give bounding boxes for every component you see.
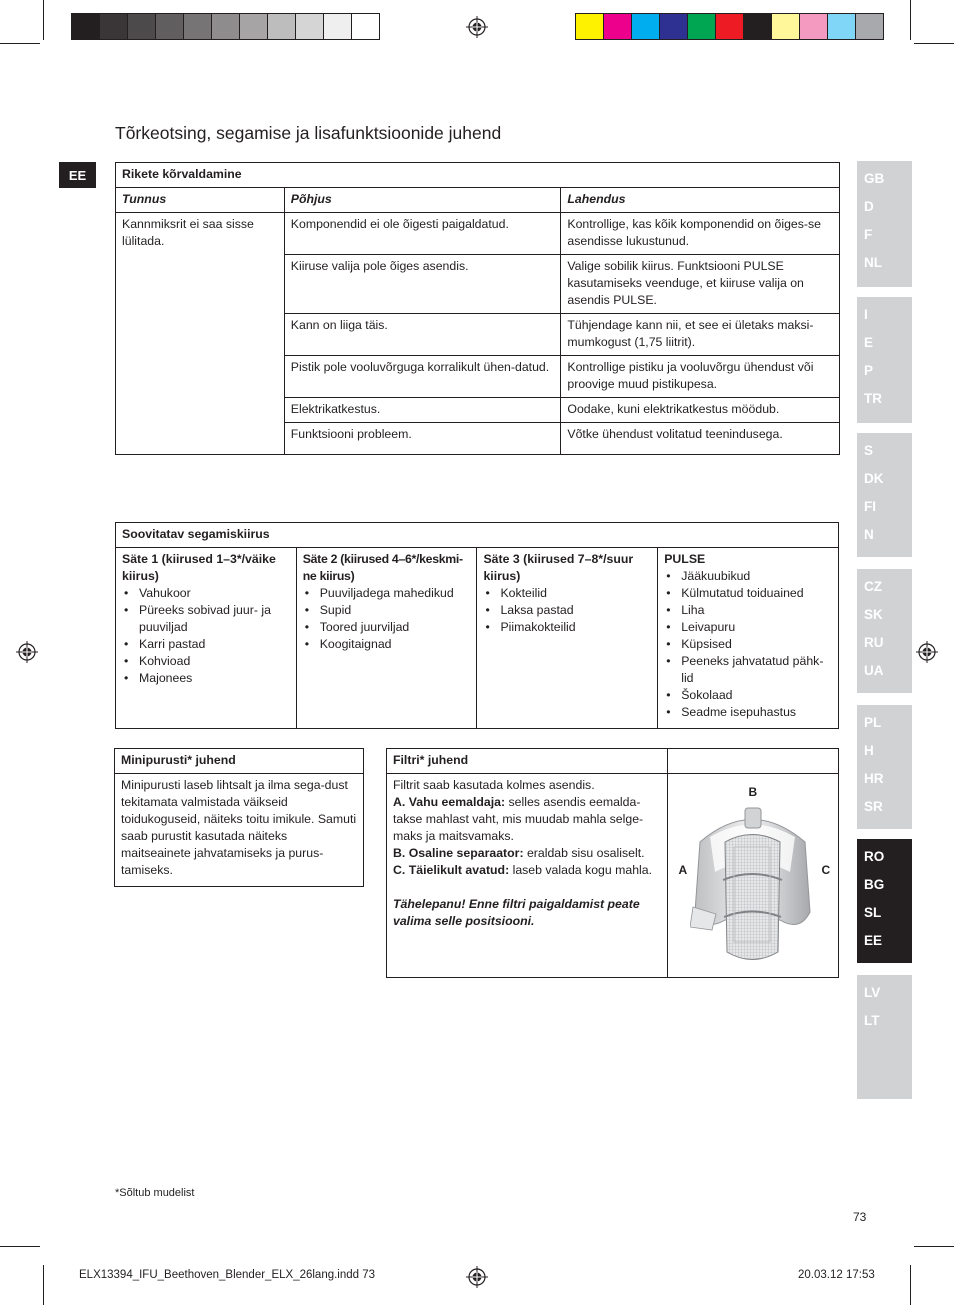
color-swatch [799, 13, 828, 40]
filter-diagram-icon [690, 802, 815, 974]
speed-column-pulse [658, 548, 839, 729]
crop-mark [0, 1246, 40, 1247]
language-tab-pl[interactable]: PL [864, 715, 882, 730]
color-swatch [855, 13, 884, 40]
language-tab-group [857, 839, 912, 963]
language-tab-fi[interactable]: FI [864, 499, 876, 514]
language-tab-lv[interactable]: LV [864, 985, 881, 1000]
color-swatch [771, 13, 800, 40]
solution-cell: Kontrollige pistiku ja vooluvõrgu ühendust või proovige muud pistikupesa. [561, 356, 840, 398]
speed-list-item: • Kokteilid [483, 585, 651, 602]
speed-list-item: • Piimakokteilid [483, 619, 651, 636]
column-header-cause: Põhjus [284, 188, 561, 213]
language-tab-sr[interactable]: SR [864, 799, 883, 814]
language-tab-f[interactable]: F [864, 227, 873, 242]
language-tab-p[interactable]: P [864, 363, 874, 378]
column-header-solution: Lahendus [561, 188, 840, 213]
color-swatch [295, 13, 324, 40]
speed-list [483, 585, 651, 636]
troubleshooting-title: Rikete kõrvaldamine [116, 163, 840, 188]
filter-intro: Filtrit saab kasutada kolmes asendis. [393, 778, 595, 792]
language-tab-ua[interactable]: UA [864, 663, 884, 678]
column-header-symptom: Tunnus [116, 188, 285, 213]
cause-cell: Elektrikatkestus. [284, 398, 561, 423]
solution-cell: Oodake, kuni elektrikatkestus möödub. [561, 398, 840, 423]
filter-option-b-text: eraldab sisu osaliselt. [523, 846, 645, 860]
filter-figure-label-a: A [678, 863, 688, 877]
filter-option-a-text: selles asendis eemalda-takse mahlast vaht, mis muudab mahla selge-maks ja maitsvamaks. [393, 795, 644, 843]
language-tab-s[interactable]: S [864, 443, 874, 458]
registration-mark-icon [466, 16, 488, 38]
language-tab-group [857, 975, 912, 1099]
speed-list-item: • Liha [664, 602, 832, 619]
speed-list [664, 568, 832, 721]
filter-body [387, 774, 668, 978]
language-tab-d[interactable]: D [864, 199, 874, 214]
mini-chopper-table [114, 748, 364, 887]
speed-column-1 [116, 548, 297, 729]
crop-mark [43, 1265, 44, 1305]
language-tab-gb[interactable]: GB [864, 171, 885, 186]
speed-list-item: • Toored juurviljad [303, 619, 471, 636]
language-tab-ee[interactable]: EE [864, 933, 883, 948]
language-tab-i[interactable]: I [864, 307, 868, 322]
speed-list-item: • Karri pastad [122, 636, 290, 653]
crop-mark [914, 43, 954, 44]
language-tab-h[interactable]: H [864, 743, 874, 758]
filter-option-c [393, 862, 661, 879]
speed-list-item: • Majonees [122, 670, 290, 687]
registration-mark-icon [466, 1266, 488, 1288]
speed-list-item: • Jääkuubikud [664, 568, 832, 585]
crop-mark [910, 0, 911, 40]
color-swatch [575, 13, 604, 40]
cause-cell: Kiiruse valija pole õiges asendis. [284, 255, 561, 314]
speed-table [115, 522, 839, 729]
language-tab-dk[interactable]: DK [864, 471, 884, 486]
color-swatch [71, 13, 100, 40]
filter-title-empty-cell [668, 749, 839, 774]
speed-list-item: • Külmutatud toiduained [664, 585, 832, 602]
solution-cell: Tühjendage kann nii, et see ei ületaks maksi-mumkogust (1,75 liitrit). [561, 314, 840, 356]
color-swatch [743, 13, 772, 40]
cause-cell: Pistik pole vooluvõrguga korralikult ühen-datud. [284, 356, 561, 398]
color-swatch [267, 13, 296, 40]
language-tab-sl[interactable]: SL [864, 905, 882, 920]
filter-option-b [393, 845, 661, 862]
speed-list-item: • Laksa pastad [483, 602, 651, 619]
solution-cell: Valige sobilik kiirus. Funktsiooni PULSE kasutamiseks veenduge, et kiiruse valija on asendis PULSE. [561, 255, 840, 314]
language-tab-ro[interactable]: RO [864, 849, 885, 864]
color-swatch [715, 13, 744, 40]
crop-mark [914, 1246, 954, 1247]
language-tab-bg[interactable]: BG [864, 877, 885, 892]
page-number: 73 [853, 1210, 867, 1224]
color-swatch [631, 13, 660, 40]
cause-cell: Komponendid ei ole õigesti paigaldatud. [284, 213, 561, 255]
speed-list-item: • Püreeks sobivad juur- ja puuviljad [122, 602, 290, 636]
filter-figure-cell [668, 774, 839, 978]
troubleshooting-table [115, 162, 840, 455]
color-swatch [603, 13, 632, 40]
language-tab-ru[interactable]: RU [864, 635, 884, 650]
language-tab-cz[interactable]: CZ [864, 579, 882, 594]
speed-list [303, 585, 471, 653]
mini-chopper-body: Minipurusti laseb lihtsalt ja ilma sega-dust tekitamata valmistada väikseid toidukoguseid, näiteks toitu imikule. Samuti saab purustit kasutada näiteks maitseainete jahvatamiseks ja purus-tamiseks. [115, 774, 364, 887]
cause-cell: Funktsiooni probleem. [284, 423, 561, 455]
color-swatch [323, 13, 352, 40]
filter-option-a [393, 794, 661, 845]
slug-filename: ELX13394_IFU_Beethoven_Blender_ELX_26lang.indd 73 [79, 1269, 376, 1281]
language-tab-group [857, 569, 912, 693]
language-tab-e[interactable]: E [864, 335, 874, 350]
language-tab-group [857, 433, 912, 557]
language-tab-sk[interactable]: SK [864, 607, 883, 622]
registration-mark-icon [16, 641, 38, 663]
filter-figure-label-c: C [821, 863, 831, 877]
filter-option-b-label: B. Osaline separaator: [393, 846, 524, 860]
color-swatch [239, 13, 268, 40]
speed-list-item: • Koogitaignad [303, 636, 471, 653]
mini-chopper-title: Minipurusti* juhend [115, 749, 364, 774]
speed-list-item: • Leivapuru [664, 619, 832, 636]
color-swatch [155, 13, 184, 40]
language-tab-nl[interactable]: NL [864, 255, 882, 270]
language-tab-hr[interactable]: HR [864, 771, 884, 786]
speed-heading: Säte 2 (kiirused 4–6*/keskmi-ne kiirus) [302, 552, 463, 583]
filter-option-c-label: C. Täielikult avatud: [393, 863, 510, 877]
filter-title: Filtri* juhend [387, 749, 668, 774]
speed-list-item: • Küpsised [664, 636, 832, 653]
color-swatch [99, 13, 128, 40]
language-tab-group [857, 297, 912, 423]
cause-cell: Kann on liiga täis. [284, 314, 561, 356]
speed-list-item: • Seadme isepuhastus [664, 704, 832, 721]
color-swatch [827, 13, 856, 40]
language-tab-tr[interactable]: TR [864, 391, 882, 406]
crop-mark [0, 43, 40, 44]
language-tag: EE [59, 162, 96, 188]
speed-column-2 [296, 548, 477, 729]
speed-list [122, 585, 290, 687]
solution-cell: Kontrollige, kas kõik komponendid on õiges-se asendisse lukustunud. [561, 213, 840, 255]
speed-list-item: • Puuviljadega mahedikud [303, 585, 471, 602]
slug-date: 20.03.12 17:53 [798, 1269, 875, 1281]
crop-mark [43, 0, 44, 40]
speed-heading: Säte 3 (kiirused 7–8*/suur kiirus) [483, 552, 634, 583]
speed-table-title: Soovitatav segamiskiirus [116, 523, 839, 548]
color-swatch [127, 13, 156, 40]
language-tab-group [857, 161, 912, 287]
color-swatch [659, 13, 688, 40]
registration-mark-icon [916, 641, 938, 663]
color-swatch [211, 13, 240, 40]
color-swatch [351, 13, 380, 40]
footnote: *Sõltub mudelist [115, 1187, 195, 1199]
color-swatch [687, 13, 716, 40]
language-tab-lt[interactable]: LT [864, 1013, 880, 1028]
filter-option-c-text: laseb valada kogu mahla. [509, 863, 653, 877]
page-title: Tõrkeotsing, segamise ja lisafunktsioonide juhend [115, 123, 502, 143]
speed-list-item: • Kohvioad [122, 653, 290, 670]
speed-column-3 [477, 548, 658, 729]
speed-list-item: • Šokolaad [664, 687, 832, 704]
symptom-cell: Kannmiksrit ei saa sisse lülitada. [116, 213, 285, 455]
filter-note: Tähelepanu! Enne filtri paigaldamist peate valima selle positsiooni. [393, 897, 640, 928]
crop-mark [910, 1265, 911, 1305]
filter-table [386, 748, 839, 978]
speed-list-item: • Supid [303, 602, 471, 619]
speed-list-item: • Vahukoor [122, 585, 290, 602]
language-tab-group [857, 705, 912, 829]
language-tab-n[interactable]: N [864, 527, 874, 542]
speed-list-item: • Peeneks jahvatatud pähk-lid [664, 653, 832, 687]
filter-figure-label-b: B [748, 785, 758, 799]
solution-cell: Võtke ühendust volitatud teenindusega. [561, 423, 840, 455]
speed-heading: PULSE [664, 552, 706, 566]
speed-heading: Säte 1 (kiirused 1–3*/väike kiirus) [122, 552, 276, 583]
filter-option-a-label: A. Vahu eemaldaja: [393, 795, 506, 809]
color-swatch [183, 13, 212, 40]
